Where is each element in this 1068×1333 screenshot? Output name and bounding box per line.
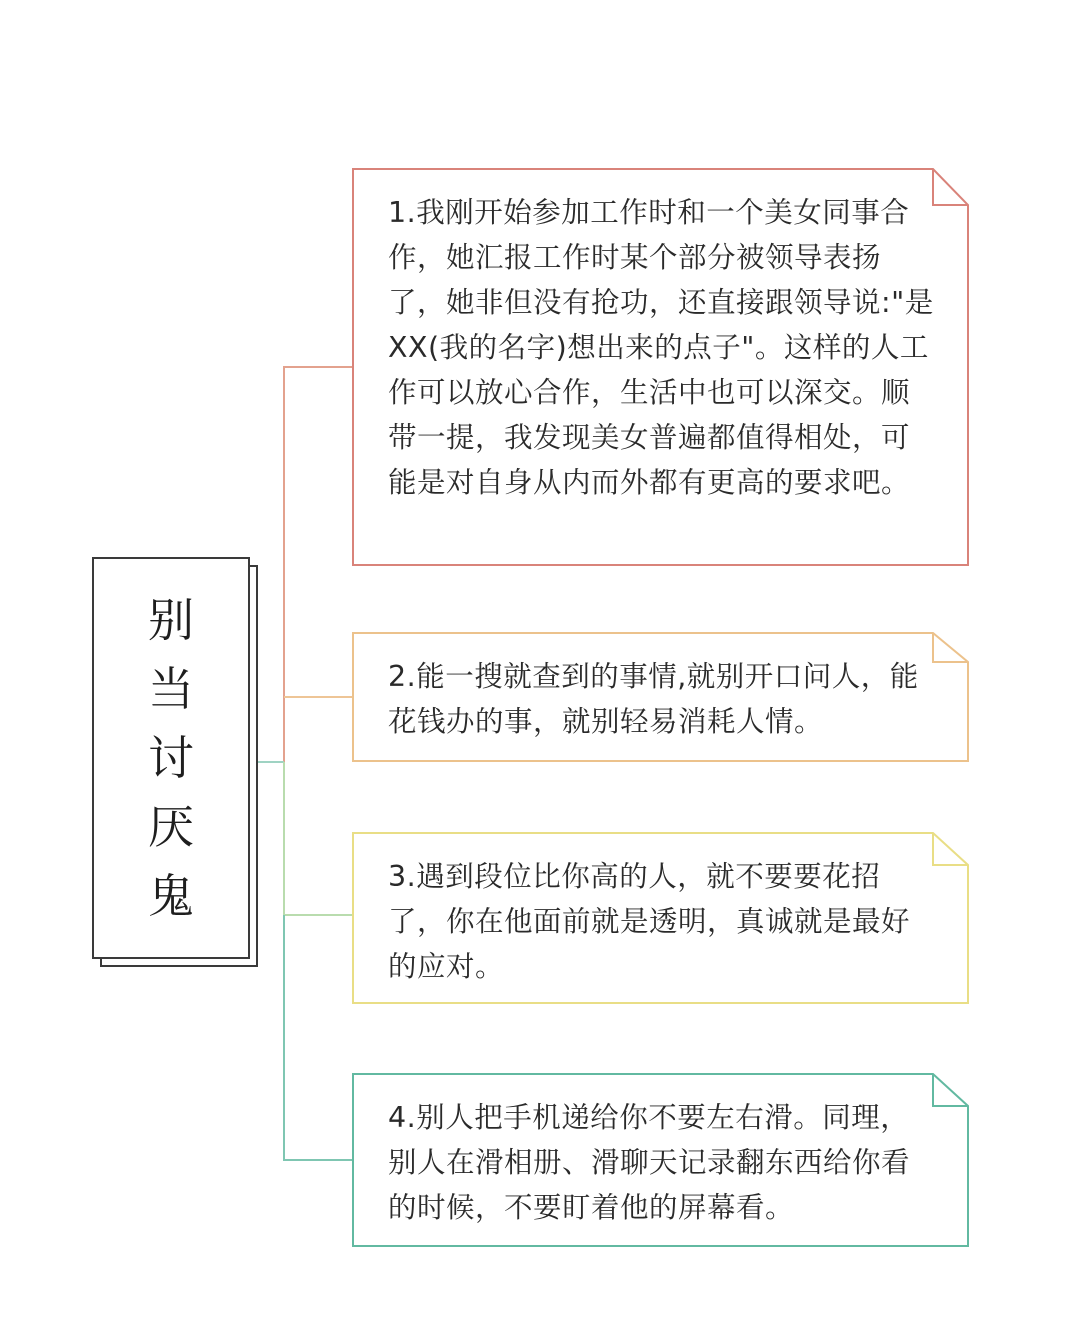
connector-note-4	[284, 915, 352, 1160]
note-text-2: 2.能一搜就查到的事情,就别开口问人，能花钱办的事，就别轻易消耗人情。	[388, 660, 919, 738]
root-node	[92, 557, 250, 959]
note-card-2	[352, 632, 969, 762]
note-card-4	[352, 1073, 969, 1247]
note-card-3	[352, 832, 969, 1004]
note-text-3: 3.遇到段位比你高的人，就不要要花招了，你在他面前就是透明，真诚就是最好的应对。	[388, 860, 911, 983]
note-text-1: 1.我刚开始参加工作时和一个美女同事合作，她汇报工作时某个部分被领导表扬了，她非但没有抢功，还直接跟领导说:"是XX(我的名字)想出来的点子"。这样的人工作可以放心合作，生活中也可以深交。顺带一提，我发现美女普遍都值得相处，可能是对自身从内而外都有更高的要求吧。	[388, 196, 934, 499]
note-text-4: 4.别人把手机递给你不要左右滑。同理，别人在滑相册、滑聊天记录翻东西给你看的时候，不要盯着他的屏幕看。	[388, 1101, 911, 1224]
root-title: 别当讨厌鬼	[148, 592, 194, 923]
connector-note-1	[284, 367, 352, 762]
note-card-1	[352, 168, 969, 566]
connector-note-3	[284, 762, 352, 915]
